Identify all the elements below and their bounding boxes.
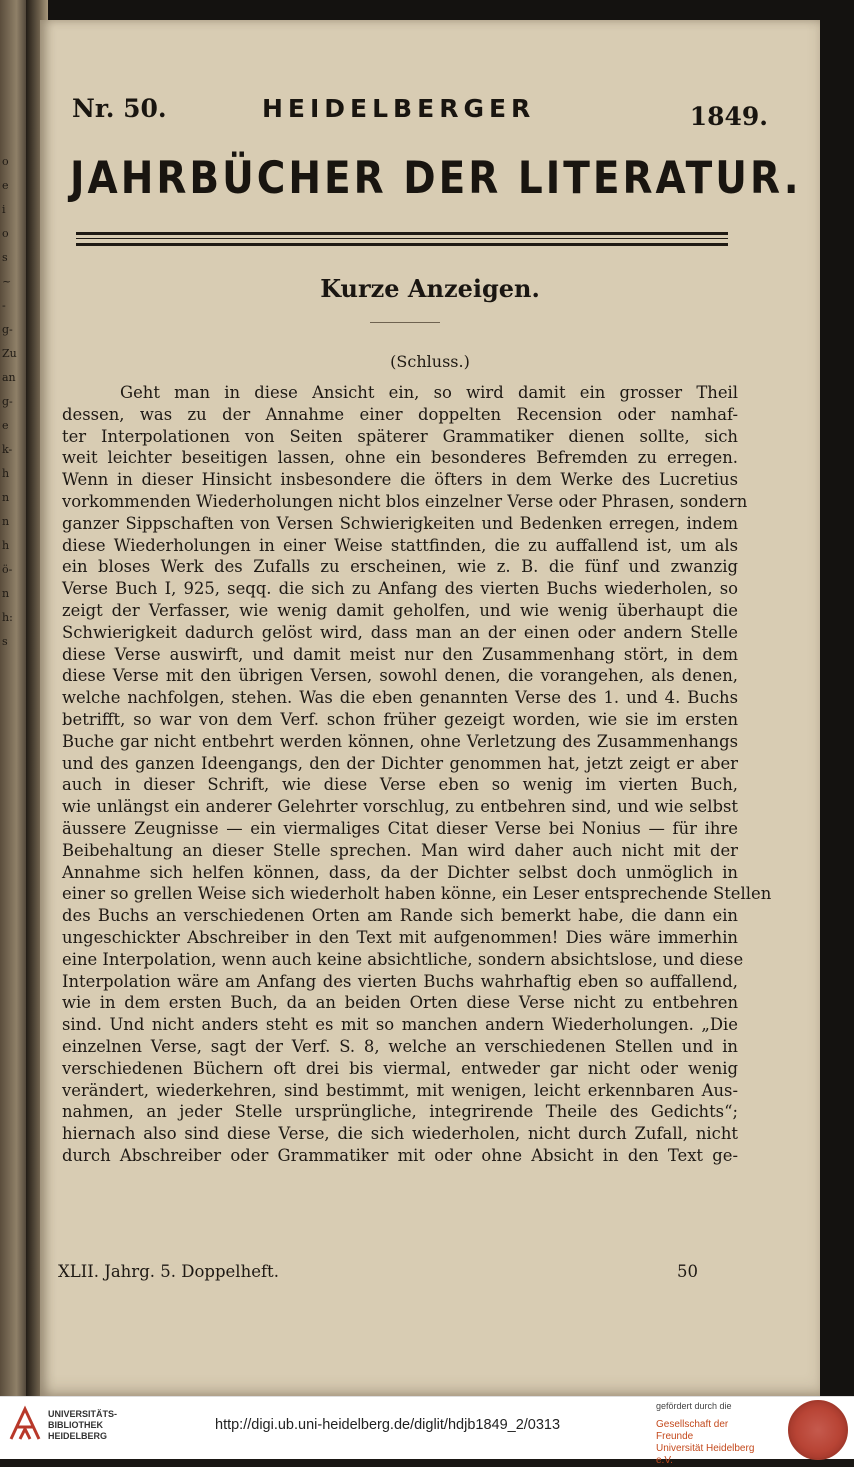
text-line: Verse Buch I, 925, seqq. die sich zu Anfang des vierten Buchs wiederholen, so [62,579,738,599]
text-line: Wenn in dieser Hinsicht insbesondere die öfters in dem Werke des Lucretius [62,470,738,490]
text-line: diese Verse mit den übrigen Versen, sowohl denen, die vorangehen, als denen, [62,666,738,686]
institution-line: BIBLIOTHEK [48,1420,103,1430]
university-seal-icon [788,1400,848,1460]
text-line: Interpolation wäre am Anfang des vierten Buchs wahrhaftig eben so auffallend, [62,971,738,991]
text-line: Beibehaltung an dieser Stelle sprechen. Man wird daher auch nicht mit der [62,840,738,860]
body-text [62,382,772,1167]
margin-letter: k- [2,443,13,456]
page-header [72,94,780,134]
journal-name: HEIDELBERGER [262,94,536,123]
institution-line: UNIVERSITÄTS- [48,1409,118,1419]
text-line: dessen, was zu der Annahme einer doppelten Recension oder namhaf- [62,404,738,424]
text-line: Buche gar nicht entbehrt werden können, ohne Verletzung des Zusammenhangs [62,731,738,751]
text-line: Geht man in diese Ansicht ein, so wird damit ein grosser Theil [120,383,738,402]
text-line: betrifft, so war von dem Verf. schon früher gezeigt worden, wie sie im ersten [62,709,738,729]
header-rule-bottom [76,243,728,246]
section-heading: Kurze Anzeigen. [320,274,540,303]
margin-letter: Zu [2,347,17,360]
margin-letter: g- [2,323,13,336]
text-line: vorkommenden Wiederholungen nicht blos einzelner Verse oder Phrasen, sondern [62,491,748,511]
header-rule-middle [76,238,728,239]
sponsor-block [656,1401,768,1467]
previous-page-letters [2,150,20,654]
text-line: diese Verse auswirft, und damit meist nur den Zusammenhang stört, in dem [62,644,738,664]
text-line: einzelnen Verse, sagt der Verf. S. 8, welche an verschiedenen Stellen und in [62,1036,738,1056]
text-line: welche nachfolgen, stehen. Was die eben genannten Verse des 1. und 4. Buchs [62,688,738,708]
text-line: nahmen, an jeder Stelle ursprüngliche, integrirende Theile des Gedichts“; [62,1102,738,1122]
text-line: ungeschickter Abschreiber in den Text mit aufgenommen! Dies wäre immerhin [62,927,738,947]
permalink-url[interactable]: http://digi.ub.uni-heidelberg.de/diglit/hdjb1849_2/0313 [215,1417,561,1433]
issue-number: Nr. 50. [72,94,167,123]
sponsor-name-line: Universität Heidelberg e.V. [656,1443,755,1466]
text-line: durch Abschreiber oder Grammatiker mit oder ohne Absicht in den Text ge- [62,1145,738,1165]
margin-letter: i [2,203,6,216]
margin-letter: h [2,539,10,552]
margin-letter: h: [2,611,13,624]
university-library-logo-icon [8,1405,42,1443]
page-number: 50 [677,1262,698,1281]
institution-name [48,1409,117,1442]
sponsor-name-line: Gesellschaft der Freunde [656,1419,729,1442]
margin-letter: e [2,179,9,192]
text-line: eine Interpolation, wenn auch keine absichtliche, sondern absichtslose, und diese [62,949,744,969]
margin-letter: s [2,251,8,264]
text-line: zeigt der Verfasser, wie wenig damit geholfen, und wie wenig überhaupt die [62,600,738,620]
text-line: ganzer Sippschaften von Versen Schwierigkeiten und Bedenken erregen, indem [62,513,738,533]
text-line: wie in dem ersten Buch, da an beiden Orten diese Verse nicht zu entbehren [62,993,738,1013]
continuation-note: (Schluss.) [390,352,470,371]
margin-letter: n [2,587,10,600]
institution-line: HEIDELBERG [48,1431,108,1441]
margin-letter: e [2,419,9,432]
text-line: auch in dieser Schrift, wie diese Verse eben so wenig im vierten Buch, [62,775,738,795]
signature-mark: XLII. Jahrg. 5. Doppelheft. [58,1262,279,1281]
bottom-bar [0,1396,854,1466]
margin-letter: h [2,467,10,480]
margin-letter: g- [2,395,13,408]
margin-letter: - [2,299,6,312]
text-line: äussere Zeugnisse — ein viermaliges Citat dieser Verse bei Nonius — für ihre [62,818,738,838]
header-rule-top [76,232,728,235]
text-line: Schwierigkeit dadurch gelöst wird, dass man an der einen oder andern Stelle [62,622,738,642]
margin-letter: n [2,491,10,504]
section-divider [370,322,440,323]
text-line: sind. Und nicht anders steht es mit so manchen andern Wiederholungen. „Die [62,1015,738,1035]
text-line: Annahme sich helfen können, dass, da der Dichter selbst doch unmöglich in [62,862,738,882]
text-line: und des ganzen Ideengangs, den der Dichter genommen hat, jetzt zeigt er aber [62,753,738,773]
margin-letter: n [2,515,10,528]
text-line: hiernach also sind diese Verse, die sich wiederholen, nicht durch Zufall, nicht [62,1124,738,1144]
document-page [40,20,820,1396]
text-line: des Buchs an verschiedenen Orten am Rande sich bemerkt habe, die dann ein [62,906,738,926]
text-line: ein bloses Werk des Zufalls zu erscheinen, wie z. B. die fünf und zwanzig [62,557,738,577]
text-line: verändert, wiederkehren, sind bestimmt, mit wenigen, leicht erkennbaren Aus- [62,1080,738,1100]
text-line: diese Wiederholungen in einer Weise stattfinden, die zu auffallend ist, um als [62,535,738,555]
text-line: wie unlängst ein anderer Gelehrter vorschlug, zu entbehren sind, und wie selbst [62,797,738,817]
margin-letter: o [2,227,9,240]
margin-letter: an [2,371,16,384]
issue-year: 1849. [689,102,768,131]
text-line: verschiedenen Büchern oft drei bis viermal, entweder gar nicht oder wenig [62,1058,738,1078]
text-line: ter Interpolationen von Seiten späterer Grammatiker dienen sollte, sich [62,426,738,446]
text-line: weit leichter beseitigen lassen, ohne ein besonderes Befremden zu erregen. [62,448,738,468]
sponsor-label: gefördert durch die [656,1401,732,1411]
journal-title: JAHRBÜCHER DER LITERATUR. [70,152,802,205]
margin-letter: o [2,155,9,168]
margin-letter: s [2,635,8,648]
margin-letter: ~ [2,275,12,288]
text-line: einer so grellen Weise sich wiederholt haben könne, ein Leser entsprechende Stellen [62,884,772,904]
margin-letter: ö- [2,563,13,576]
